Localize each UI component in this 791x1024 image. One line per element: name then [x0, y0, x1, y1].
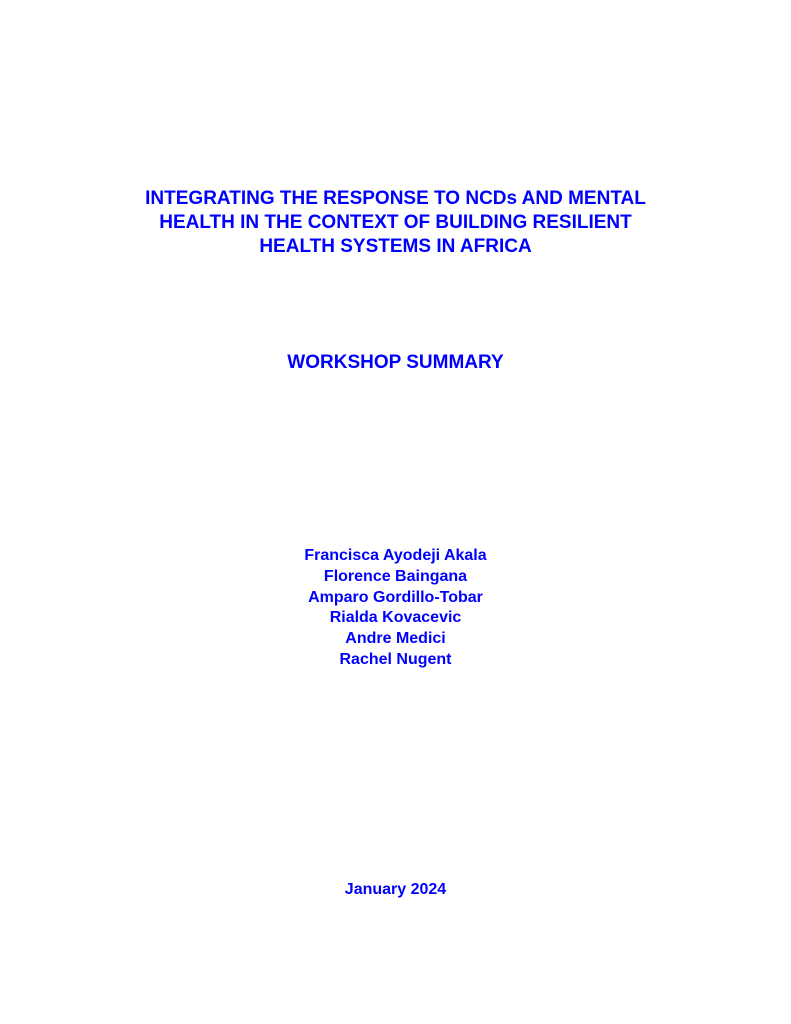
- document-title: [0, 187, 791, 259]
- document-subtitle: WORKSHOP SUMMARY: [287, 352, 504, 373]
- title-line-3: HEALTH SYSTEMS IN AFRICA: [259, 236, 532, 257]
- author-name: Andre Medici: [345, 630, 446, 648]
- author-name: Rialda Kovacevic: [329, 609, 462, 627]
- author-name: Francisca Ayodeji Akala: [304, 547, 487, 564]
- title-line-1: INTEGRATING THE RESPONSE TO NCDs AND MENTAL: [145, 188, 646, 209]
- author-name: Florence Baingana: [323, 567, 468, 585]
- author-list: [0, 546, 791, 671]
- publication-date: January 2024: [344, 881, 447, 898]
- title-line-2: HEALTH IN THE CONTEXT OF BUILDING RESILIENT: [159, 212, 632, 233]
- author-name: Amparo Gordillo-Tobar: [308, 588, 483, 606]
- author-name: Rachel Nugent: [339, 650, 452, 668]
